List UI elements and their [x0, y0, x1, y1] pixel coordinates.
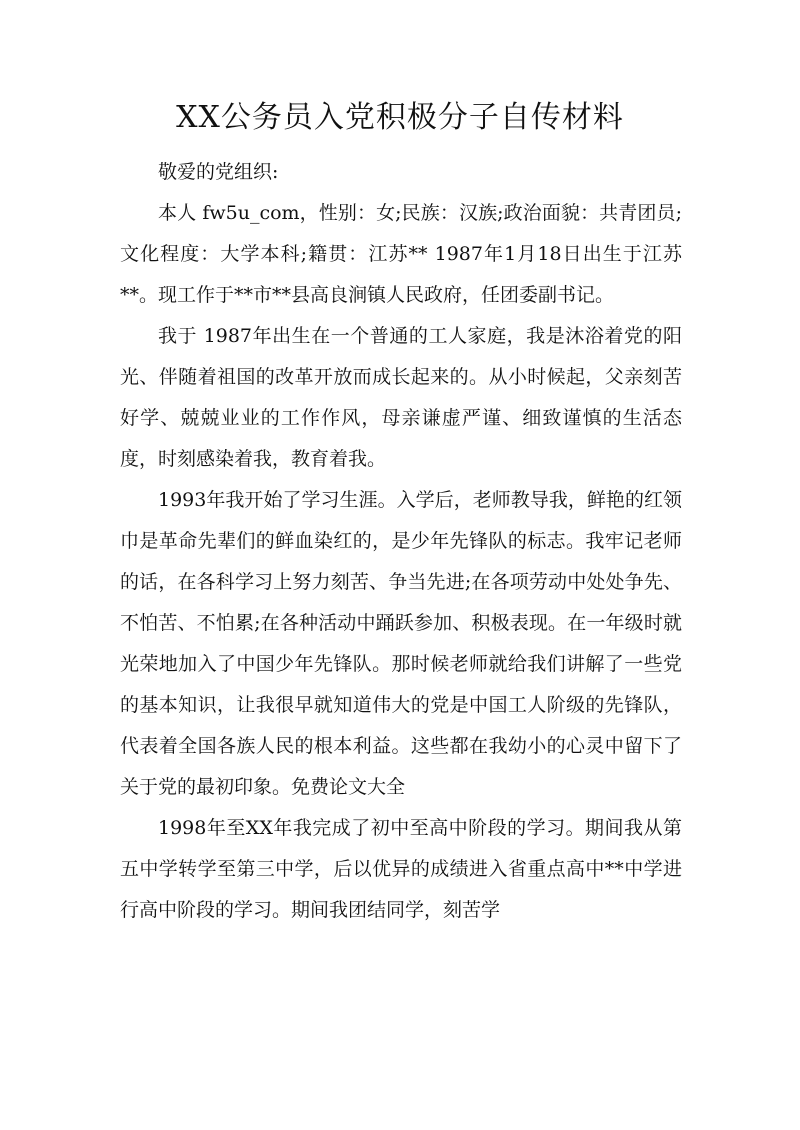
paragraph-family-background: 我于 1987年出生在一个普通的工人家庭，我是沐浴着党的阳光、伴随着祖国的改革开放而成长起来的。从小时候起，父亲刻苦好学、兢兢业业的工作作风，母亲谦虚严谨、细致谨慎的生活态度，时刻感染着我，教育着我。: [120, 325, 682, 470]
paragraph-primary-school: 1993年我开始了学习生涯。入学后，老师教导我，鲜艳的红领巾是革命先辈们的鲜血染红的，是少年先锋队的标志。我牢记老师的话，在各科学习上努力刻苦、争当先进;在各项劳动中处处争先、不怕苦、不怕累;在各种活动中踊跃参加、积极表现。在一年级时就光荣地加入了中国少年先锋队。那时候老师就给我们讲解了一些党的基本知识，让我很早就知道伟大的党是中国工人阶级的先锋队，代表着全国各族人民的根本利益。这些都在我幼小的心灵中留下了关于党的最初印象。免费论文大全: [120, 489, 682, 798]
salutation: 敬爱的党组织:: [158, 161, 279, 183]
paragraph-middle-high-school: 1998年至XX年我完成了初中至高中阶段的学习。期间我从第五中学转学至第三中学，后以优异的成绩进入省重点高中**中学进行高中阶段的学习。期间我团结同学，刻苦学: [120, 817, 682, 921]
paragraph-personal-info: 本人 fw5u_com，性别：女;民族：汉族;政治面貌：共青团员;文化程度：大学本科;籍贯：江苏** 1987年1月18日出生于江苏**。现工作于**市**县高良涧镇人民政府，任团委副书记。: [120, 202, 682, 306]
document-body: [120, 152, 682, 931]
document-title: XX公务员入党积极分子自传材料: [176, 100, 624, 135]
